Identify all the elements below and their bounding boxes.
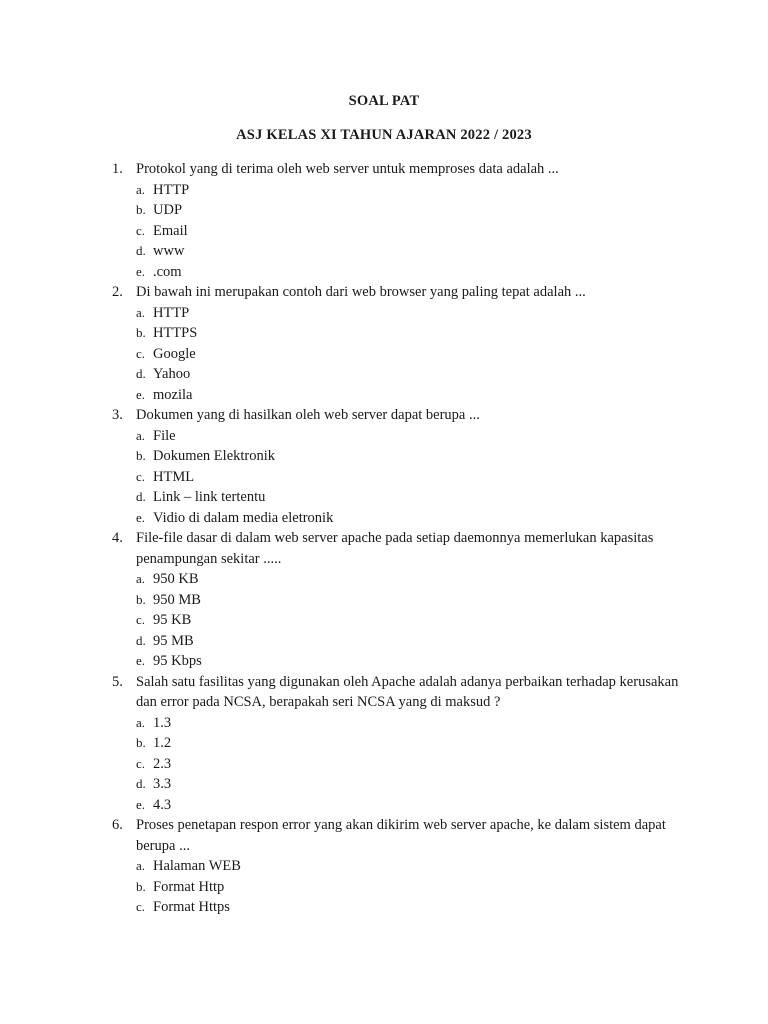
answer-option: [136, 344, 692, 365]
option-text: HTTP: [153, 304, 190, 321]
answer-option: [136, 200, 692, 221]
question-text: File-file dasar di dalam web server apache pada setiap daemonnya memerlukan kapasitas penampungan sekitar .....: [136, 530, 654, 567]
option-letter: d.: [136, 632, 146, 648]
option-text: Email: [153, 222, 188, 239]
answer-option: [136, 631, 692, 652]
option-letter: b.: [136, 878, 146, 894]
option-text: 3.3: [153, 776, 172, 792]
option-text: 95 KB: [153, 612, 192, 628]
option-text: www: [153, 243, 185, 259]
option-text: 950 MB: [153, 591, 201, 608]
option-text: 1.3: [153, 714, 172, 731]
question-item: [112, 815, 692, 918]
question-text: Protokol yang di terima oleh web server untuk memproses data adalah ...: [136, 161, 559, 177]
option-text: mozila: [153, 386, 193, 403]
option-text: Vidio di dalam media eletronik: [153, 509, 334, 526]
option-text: Halaman WEB: [153, 858, 241, 874]
question-number: 3.: [112, 407, 123, 423]
question-text: Salah satu fasilitas yang digunakan oleh Apache adalah adanya perbaikan terhadap kerusakan dan error pada NCSA, berapakah seri NCSA yang di maksud ?: [136, 673, 679, 710]
option-letter: a.: [136, 714, 146, 730]
option-letter: d.: [136, 366, 146, 381]
option-letter: a.: [136, 181, 146, 197]
option-text: Link – link tertentu: [153, 489, 266, 505]
option-letter: d.: [136, 776, 146, 791]
question-number: 5.: [112, 673, 123, 690]
answer-options: [136, 569, 692, 672]
answer-option: [136, 262, 692, 283]
option-letter: c.: [136, 345, 146, 361]
option-letter: a.: [136, 427, 146, 443]
option-text: Format Http: [153, 878, 225, 895]
answer-option: [136, 733, 692, 754]
answer-option: [136, 610, 692, 631]
answer-option: [136, 323, 692, 344]
option-text: Dokumen Elektronik: [153, 448, 276, 464]
answer-option: [136, 221, 692, 242]
answer-options: [136, 180, 692, 283]
question-number: 2.: [112, 284, 123, 300]
option-text: 95 MB: [153, 632, 194, 649]
option-letter: b.: [136, 325, 146, 340]
answer-options: [136, 856, 692, 918]
document-title: SOAL PAT: [348, 93, 420, 109]
question-list: [112, 159, 692, 918]
document-subtitle: ASJ KELAS XI TAHUN AJARAN 2022 / 2023: [236, 127, 532, 143]
option-letter: e.: [136, 263, 146, 279]
option-letter: b.: [136, 591, 146, 607]
answer-option: [136, 569, 692, 590]
question-item: [112, 528, 692, 672]
answer-option: [136, 303, 692, 324]
option-letter: b.: [136, 735, 146, 750]
option-text: Yahoo: [153, 366, 191, 382]
answer-option: [136, 877, 692, 898]
answer-option: [136, 426, 692, 447]
answer-option: [136, 651, 692, 672]
question-number: 1.: [112, 161, 123, 177]
option-text: 2.3: [153, 755, 172, 772]
answer-option: [136, 897, 692, 918]
option-letter: a.: [136, 571, 146, 586]
option-letter: d.: [136, 489, 146, 504]
option-letter: c.: [136, 755, 146, 771]
answer-options: [136, 303, 692, 406]
answer-option: [136, 487, 692, 508]
answer-option: [136, 590, 692, 611]
answer-option: [136, 754, 692, 775]
question-item: [112, 282, 692, 405]
option-text: 1.2: [153, 735, 172, 751]
answer-option: [136, 446, 692, 467]
answer-options: [136, 713, 692, 816]
answer-options: [136, 426, 692, 529]
option-text: File: [153, 427, 176, 444]
question-item: [112, 672, 692, 816]
option-letter: a.: [136, 858, 146, 873]
option-text: HTTPS: [153, 325, 198, 341]
option-letter: e.: [136, 509, 146, 525]
answer-option: [136, 385, 692, 406]
option-letter: c.: [136, 612, 146, 627]
question-text: Dokumen yang di hasilkan oleh web server dapat berupa ...: [136, 407, 480, 423]
option-letter: e.: [136, 796, 146, 812]
option-text: 95 Kbps: [153, 653, 202, 669]
option-letter: c.: [136, 468, 146, 484]
option-text: UDP: [153, 202, 183, 218]
answer-option: [136, 508, 692, 529]
option-text: 950 KB: [153, 571, 199, 587]
answer-option: [136, 364, 692, 385]
question-number: 6.: [112, 817, 123, 833]
option-text: .com: [153, 263, 182, 280]
answer-option: [136, 180, 692, 201]
question-item: [112, 159, 692, 282]
option-letter: e.: [136, 653, 146, 668]
answer-option: [136, 774, 692, 795]
answer-option: [136, 856, 692, 877]
answer-option: [136, 467, 692, 488]
option-letter: b.: [136, 202, 146, 217]
option-text: HTML: [153, 468, 195, 485]
question-item: [112, 405, 692, 528]
question-text: Proses penetapan respon error yang akan dikirim web server apache, ke dalam sistem dapat berupa ...: [136, 817, 666, 854]
option-letter: d.: [136, 243, 146, 258]
option-letter: c.: [136, 899, 146, 914]
option-letter: a.: [136, 304, 146, 320]
question-number: 4.: [112, 530, 123, 546]
option-letter: e.: [136, 386, 146, 402]
answer-option: [136, 795, 692, 816]
answer-option: [136, 713, 692, 734]
option-letter: b.: [136, 448, 146, 463]
question-text: Di bawah ini merupakan contoh dari web browser yang paling tepat adalah ...: [136, 284, 586, 300]
option-letter: c.: [136, 222, 146, 238]
answer-option: [136, 241, 692, 262]
option-text: Google: [153, 345, 196, 362]
option-text: 4.3: [153, 796, 172, 813]
option-text: Format Https: [153, 899, 230, 915]
option-text: HTTP: [153, 181, 190, 198]
